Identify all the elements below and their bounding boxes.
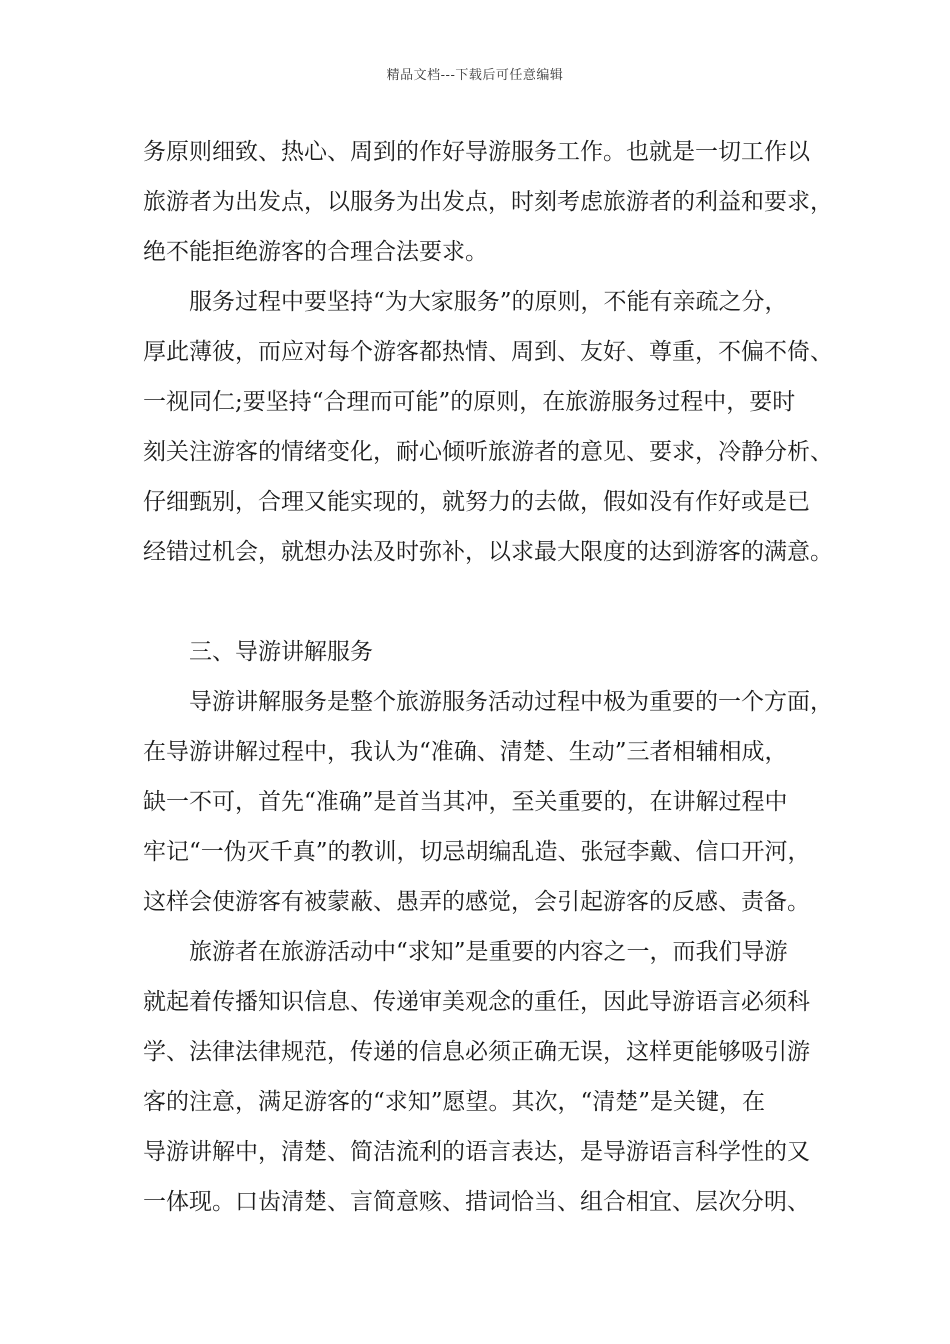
text-line: 一视同仁;要坚持“合理而可能”的原则，在旅游服务过程中，要时 [143, 389, 796, 415]
text-line: 仔细甄别，合理又能实现的，就努力的去做，假如没有作好或是已 [143, 489, 810, 515]
text-line: 一体现。口齿清楚、言简意赅、措词恰当、组合相宜、层次分明、 [143, 1189, 810, 1215]
text-line: 客的注意，满足游客的“求知”愿望。其次，“清楚”是关键，在 [143, 1089, 766, 1115]
text-line: 牢记“一伪灭千真”的教训，切忌胡编乱造、张冠李戴、信口开河， [143, 839, 811, 865]
page-header: 精品文档---下载后可任意编辑 [386, 68, 564, 83]
document-body [143, 134, 833, 1234]
text-line: 务原则细致、热心、周到的作好导游服务工作。也就是一切工作以 [143, 139, 810, 165]
text-line: 缺一不可，首先“准确”是首当其冲，至关重要的，在讲解过程中 [143, 789, 788, 815]
text-line: 经错过机会，就想办法及时弥补，以求最大限度的达到游客的满意。 [143, 539, 833, 565]
text-line: 这样会使游客有被蒙蔽、愚弄的感觉，会引起游客的反感、责备。 [143, 889, 810, 915]
text-line: 厚此薄彼，而应对每个游客都热情、周到、友好、尊重，不偏不倚、 [143, 339, 833, 365]
text-line: 导游讲解服务是整个旅游服务活动过程中极为重要的一个方面， [189, 689, 833, 715]
text-line: 绝不能拒绝游客的合理合法要求。 [143, 239, 488, 265]
text-line: 旅游者为出发点，以服务为出发点，时刻考虑旅游者的利益和要求， [143, 189, 833, 215]
paragraph-gap [143, 584, 827, 634]
text-line: 旅游者在旅游活动中“求知”是重要的内容之一，而我们导游 [189, 939, 788, 965]
text-line: 学、法律法律规范，传递的信息必须正确无误，这样更能够吸引游 [143, 1039, 810, 1065]
text-line: 刻关注游客的情绪变化，耐心倾听旅游者的意见、要求，冷静分析、 [143, 439, 833, 465]
text-line: 在导游讲解过程中，我认为“准确、清楚、生动”三者相辅相成， [143, 739, 788, 765]
text-line: 导游讲解中，清楚、简洁流利的语言表达，是导游语言科学性的又 [143, 1139, 810, 1165]
text-line: 就起着传播知识信息、传递审美观念的重任，因此导游语言必须科 [143, 989, 810, 1015]
text-line: 服务过程中要坚持“为大家服务”的原则，不能有亲疏之分， [189, 289, 788, 315]
section-heading: 三、导游讲解服务 [189, 639, 373, 665]
